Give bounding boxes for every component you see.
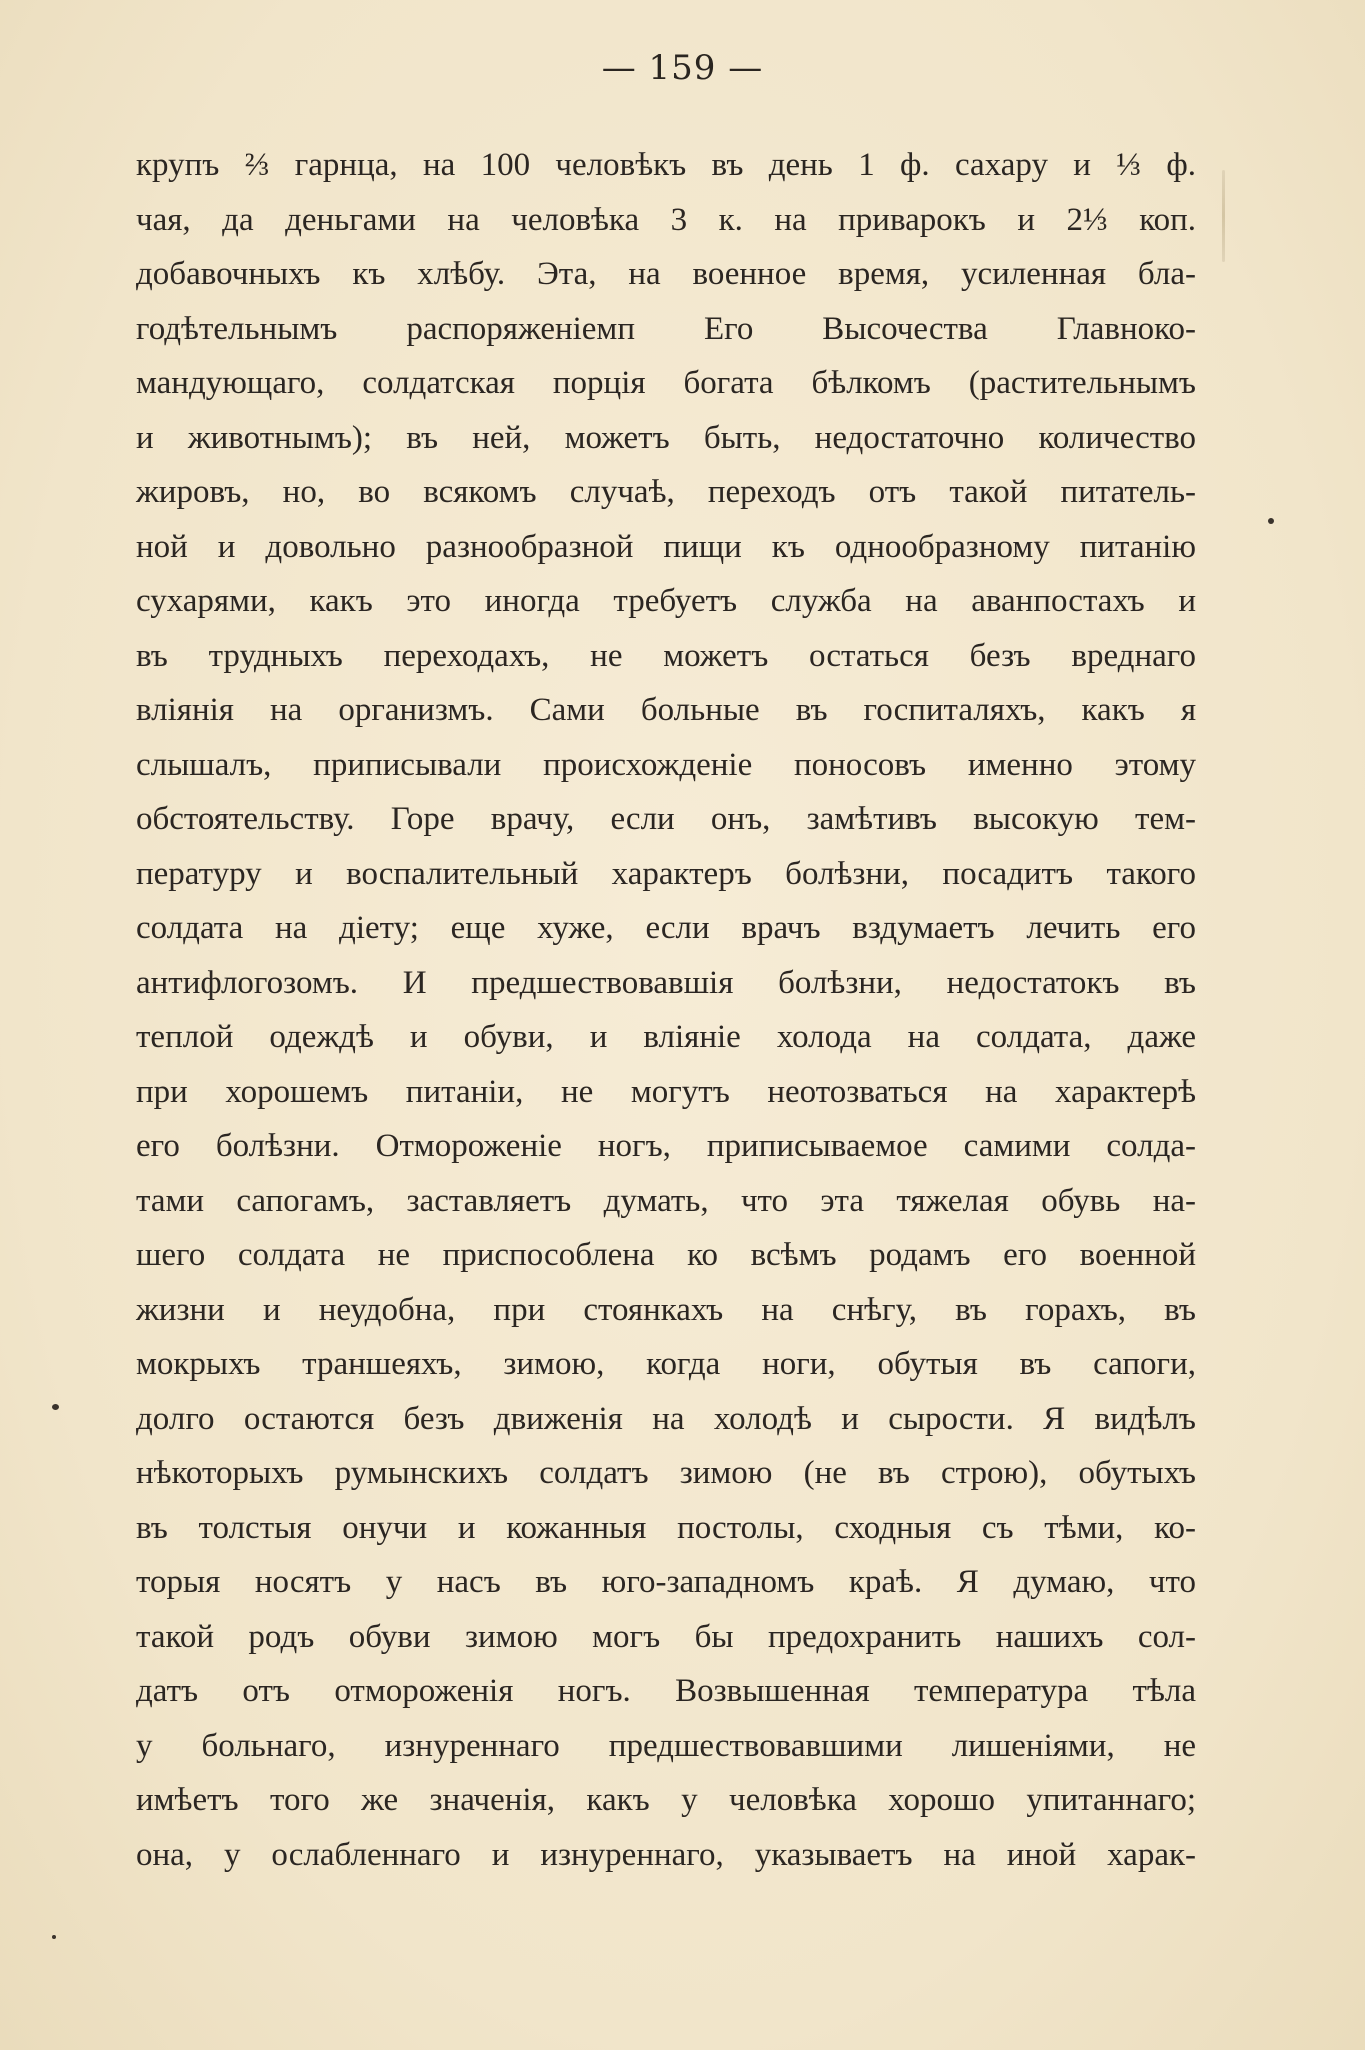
text-line: годѣтельнымъ распоряженіемп Его Высочества Главноко- <box>136 310 1196 347</box>
text-line: датъ отъ отмороженія ногъ. Возвышенная температура тѣла <box>136 1673 1196 1709</box>
text-line: имѣетъ того же значенія, какъ у человѣка хорошо упитаннаго; <box>136 1782 1196 1818</box>
text-line: пературу и воспалительный характеръ болѣзни, посадитъ такого <box>136 855 1196 892</box>
text-line: мокрыхъ траншеяхъ, зимою, когда ноги, обутыя въ сапоги, <box>136 1346 1196 1382</box>
ink-speck <box>1268 518 1274 524</box>
text-line: жизни и неудобна, при стоянкахъ на снѣгу, въ горахъ, въ <box>136 1291 1196 1328</box>
text-line: вліянія на организмъ. Сами больные въ госпиталяхъ, какъ я <box>136 692 1196 728</box>
text-line: у больнаго, изнуреннаго предшествовавшими лишеніями, не <box>136 1727 1196 1764</box>
text-line: жировъ, но, во всякомъ случаѣ, переходъ отъ такой питатель- <box>136 474 1196 510</box>
text-line: мандующаго, солдатская порція богата бѣлкомъ (растительнымъ <box>136 365 1196 401</box>
paper-edge-mark <box>1222 170 1225 262</box>
text-line: ной и довольно разнообразной пищи къ однообразному питанію <box>136 528 1196 565</box>
text-line: шего солдата не приспособлена ко всѣмъ родамъ его военной <box>136 1237 1196 1273</box>
text-line: антифлогозомъ. И предшествовавшія болѣзни, недостатокъ въ <box>136 964 1196 1001</box>
text-line: долго остаются безъ движенія на холодѣ и сырости. Я видѣлъ <box>136 1400 1196 1437</box>
text-line: тами сапогамъ, заставляетъ думать, что эта тяжелая обувь на- <box>136 1182 1196 1219</box>
text-line: при хорошемъ питаніи, не могутъ неотозваться на характерѣ <box>136 1073 1196 1110</box>
text-line: солдата на діету; еще хуже, если врачъ вздумаетъ лечить его <box>136 910 1196 946</box>
text-line: слышалъ, приписывали происхожденіе поносовъ именно этому <box>136 746 1196 783</box>
text-line: его болѣзни. Отмороженіе ногъ, приписываемое самими солда- <box>136 1128 1196 1164</box>
text-line: она, у ослабленнаго и изнуреннаго, указываетъ на иной харак- <box>136 1836 1196 1873</box>
ink-speck <box>52 1935 56 1939</box>
page-number: — 159 — <box>601 48 764 88</box>
text-line: нѣкоторыхъ румынскихъ солдатъ зимою (не въ строю), обутыхъ <box>136 1455 1196 1491</box>
text-line: и животнымъ); въ ней, можетъ быть, недостаточно количество <box>136 419 1196 456</box>
page-body-text <box>136 138 1196 1882</box>
text-line: въ трудныхъ переходахъ, не можетъ остаться безъ вреднаго <box>136 637 1196 674</box>
text-line: чая, да деньгами на человѣка 3 к. на приварокъ и 2⅓ коп. <box>136 201 1196 238</box>
text-line: въ толстыя онучи и кожанныя постолы, сходныя съ тѣми, ко- <box>136 1509 1196 1546</box>
text-line: теплой одеждѣ и обуви, и вліяніе холода на солдата, даже <box>136 1019 1196 1055</box>
text-line: крупъ ⅔ гарнца, на 100 человѣкъ въ день 1 ф. сахару и ⅓ ф. <box>136 147 1196 183</box>
text-line: добавочныхъ къ хлѣбу. Эта, на военное время, усиленная бла- <box>136 256 1196 292</box>
ink-speck <box>52 1404 59 1410</box>
text-line: такой родъ обуви зимою могъ бы предохранить нашихъ сол- <box>136 1618 1196 1655</box>
text-line: торыя носятъ у насъ въ юго-западномъ краѣ. Я думаю, что <box>136 1564 1196 1600</box>
text-line: обстоятельству. Горе врачу, если онъ, замѣтивъ высокую тем- <box>136 801 1196 837</box>
text-line: сухарями, какъ это иногда требуетъ служба на аванпостахъ и <box>136 583 1196 619</box>
